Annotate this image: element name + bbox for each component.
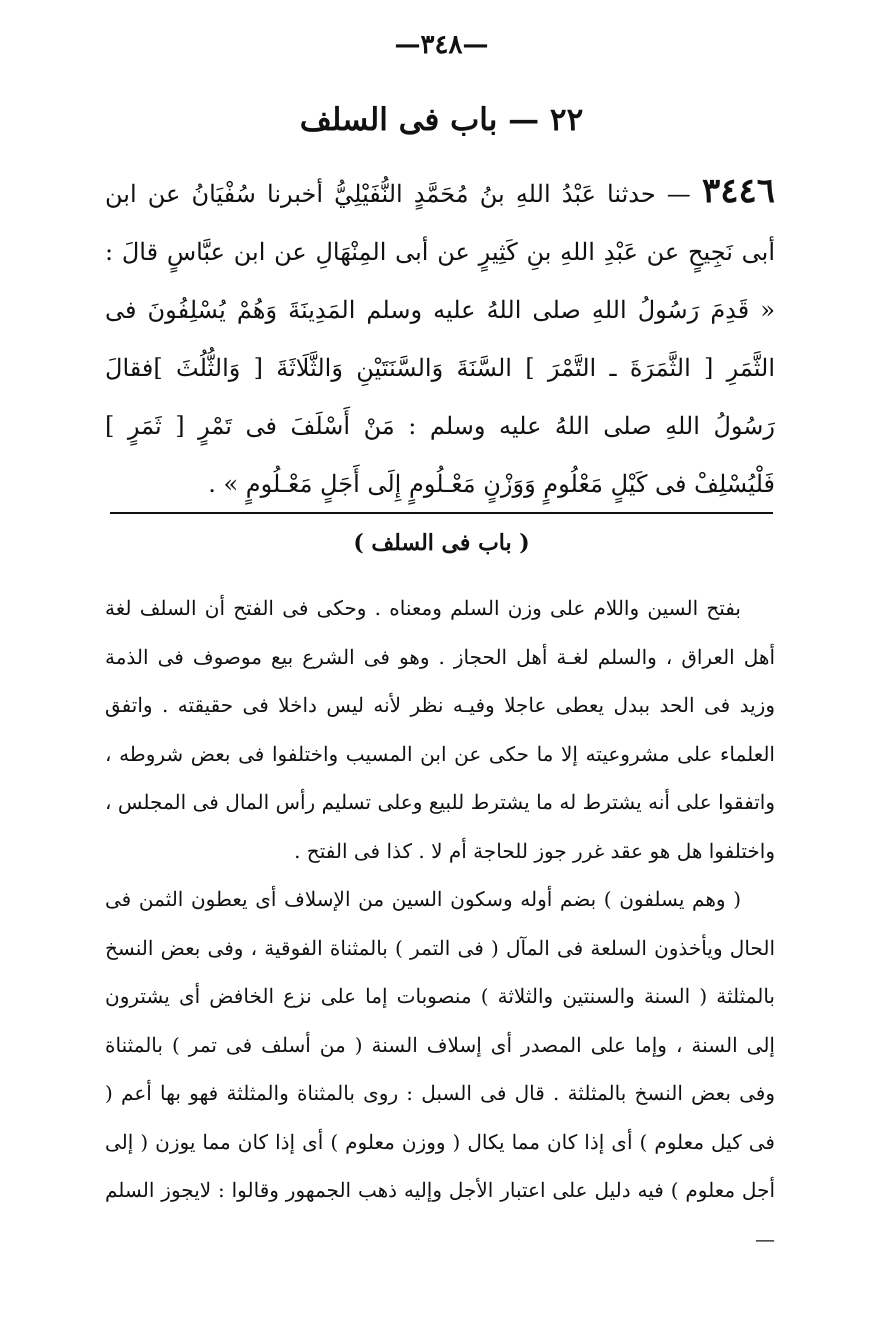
commentary-title: ( باب فى السلف )	[353, 530, 530, 556]
hadith-text-block	[105, 162, 775, 513]
commentary-paragraph: بفتح السين واللام على وزن السلم ومعناه . وحكى فى الفتح أن السلف لغة أهل العراق ، والسلم لغـة أهل الحجاز . وهو فى الشرع بيع موصوف فى الذمة وزيد فى الحد ببدل يعطى عاجلا وفيـه نظر لأنه ليس داخلا فى حقيقته . واتفق العلماء على مشروعيته إلا ما حكى عن ابن المسيب واختلفوا فى بعض شروطه ، واتفقوا على أنه يشترط له ما يشترط للبيع وعلى تسليم رأس المال فى المجلس ، واختلفوا هل هو عقد غرر جوز للحاجة أم لا . كذا فى الفتح .	[105, 596, 775, 863]
page-number: —٣٤٨—	[394, 30, 489, 60]
hadith-number: ٣٤٤٦	[701, 171, 775, 211]
commentary-paragraph: ( وهم يسلفون ) بضم أوله وسكون السين من الإسلاف أى يعطون الثمن فى الحال ويأخذون السلعة فى المآل ( فى التمر ) بالمثناة الفوقية ، وفى بعض النسخ بالمثلثة ( السنة والسنتين والثلاثة ) منصوبات إما على نزع الخافض أى يشترون إلى السنة ، وإما على المصدر أى إسلاف السنة ( من أسلف فى تمر ) بالمثناة وفى بعض النسخ بالمثلثة . قال فى السبل : روى بالمثناة والمثلثة فهو بها أعم ( فى كيل معلوم ) أى إذا كان مما يكال ( ووزن معلوم ) أى إذا كان مما يوزن ( إلى أجل معلوم ) فيه دليل على اعتبار الأجل وإليه ذهب الجمهور وقالوا : لايجوز السلم —	[105, 887, 775, 1251]
hadith-body: — حدثنا عَبْدُ اللهِ بنُ مُحَمَّدٍ النُّفَيْلِيُّ أخبرنا سُفْيَانُ عن ابن أبى نَجِيحٍ عن عَبْدِ اللهِ بنِ كَثِيرٍ عن أبى المِنْهَالِ عن ابن عبَّاسٍ قالَ : « قَدِمَ رَسُولُ اللهِ صلى اللهُ عليه وسلم المَدِينَةَ وَهُمْ يُسْلِفُونَ فى الثَّمَرِ [ الثَّمَرَةَ ـ التَّمْرَ ] السَّنَةَ وَالسَّنَتَيْنِ وَالثَّلَاثَةَ [ وَالثُّلُثَ ]فقالَ رَسُولُ اللهِ صلى اللهُ عليه وسلم : مَنْ أَسْلَفَ فى تَمْرٍ [ ثَمَرٍ ] فَلْيُسْلِفْ فى كَيْلٍ مَعْلُومٍ وَوَزْنٍ مَعْـلُومٍ إِلَى أَجَلٍ مَعْـلُومٍ » .	[105, 180, 775, 498]
commentary-block	[105, 584, 775, 1263]
chapter-title: ٢٢ — باب فى السلف	[299, 102, 584, 138]
section-divider	[110, 512, 773, 514]
